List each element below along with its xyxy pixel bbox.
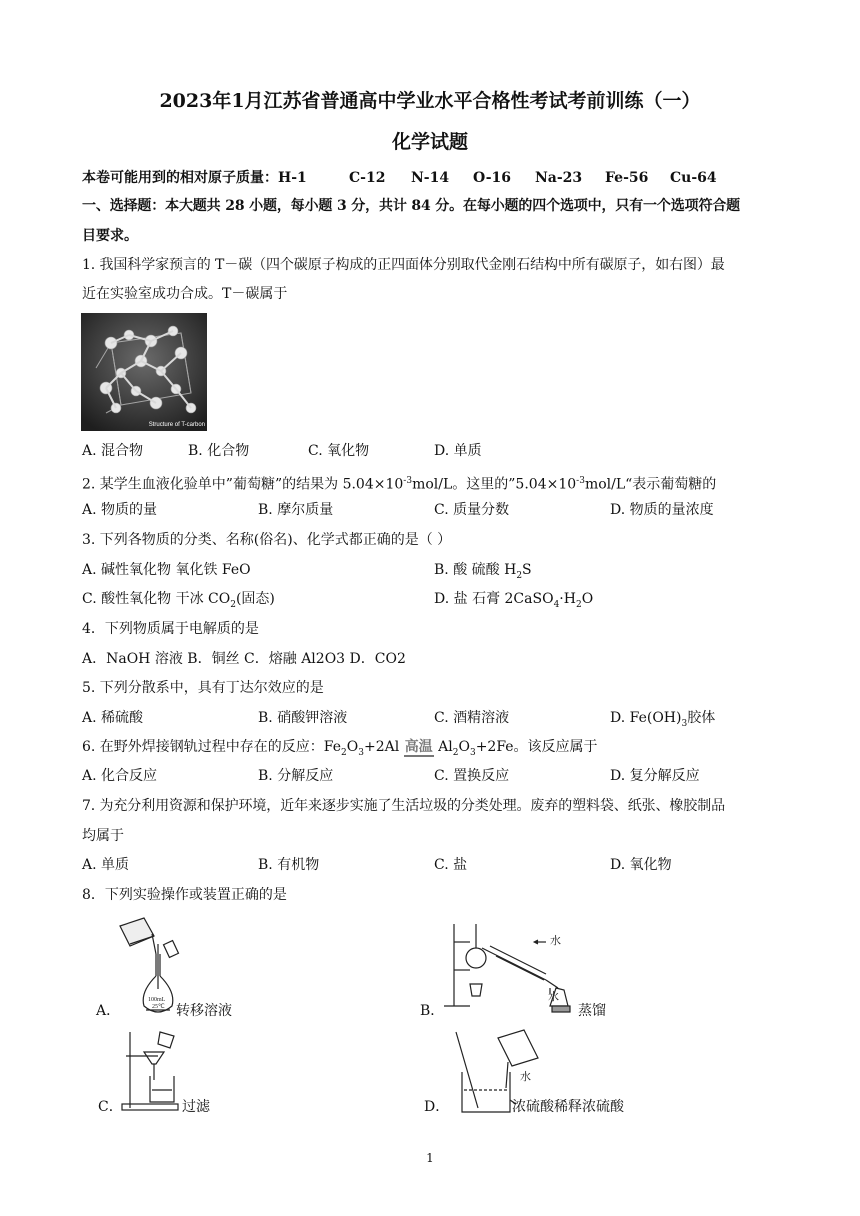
q6-p4: Al (438, 739, 453, 755)
q2-stem (82, 472, 716, 494)
q8-option-a-label: 转移溶液 (176, 1003, 232, 1019)
q3-option-a: A. 碱性氧化物 氧化铁 FeO (82, 562, 251, 578)
q3-stem: 3. 下列各物质的分类、名称(俗名)、化学式都正确的是（ ） (82, 532, 452, 548)
q2-option-d: D. 物质的量浓度 (610, 502, 714, 518)
flask-temperature-label: 25℃ (152, 1004, 165, 1010)
q5-d-sub: 3 (681, 718, 688, 729)
q2-stem-part1: 2. 某学生血液化验单中”葡萄糖”的结果为 5.04×10 (82, 476, 404, 493)
filtration-diagram (118, 1028, 188, 1114)
q6-p6: +2Fe。该反应属于 (475, 739, 598, 755)
section-heading-line2: 目要求。 (82, 228, 138, 244)
q6-p3: +2Al (364, 739, 400, 755)
q6-reaction-condition: 高温 (404, 739, 433, 755)
q6-option-a: A. 化合反应 (82, 768, 158, 784)
dilution-water-label: 水 (520, 1071, 531, 1083)
q5-d-pre: D. Fe(OH) (610, 710, 682, 726)
q3-d-mid: ·H (559, 591, 576, 607)
q5-option-d (610, 709, 715, 733)
q3-option-c (82, 590, 275, 614)
q3-d-sub1: 4 (553, 599, 560, 610)
atomic-mass-line (82, 169, 307, 187)
atomic-mass-cu: Cu-64 (670, 170, 717, 186)
page-number: 1 (426, 1151, 434, 1165)
q6-s2: 3 (358, 747, 364, 758)
q3-option-b (434, 561, 532, 585)
q6-s3: 2 (452, 747, 459, 758)
q1-option-d: D. 单质 (434, 443, 482, 459)
water-out-label: 水 (548, 991, 559, 1003)
q8-option-b-label: 蒸馏 (578, 1003, 606, 1019)
q8-option-c-label: 过滤 (182, 1099, 210, 1115)
q1-option-c: C. 氧化物 (308, 443, 370, 459)
page-title: 2023年1月江苏省普通高中学业水平合格性考试考前训练（一） (159, 90, 701, 112)
q3-c-post: (固态) (235, 591, 275, 607)
q1-stem-line1: 1. 我国科学家预言的 T－碳（四个碳原子构成的正四面体分别取代金刚石结构中所有碳原子，如右图）最 (82, 257, 725, 273)
q5-option-c: C. 酒精溶液 (434, 710, 510, 726)
q6-option-d: D. 复分解反应 (610, 768, 700, 784)
q6-p5: O (458, 739, 470, 755)
q8-option-d-letter: D． (424, 1099, 450, 1115)
t-carbon-caption: Structure of T-carbon (148, 422, 205, 428)
atomic-mass-fe: Fe-56 (605, 170, 649, 186)
q3-b-sub: 2 (516, 570, 523, 581)
q6-s1: 2 (341, 747, 347, 758)
q8-option-b-letter: B． (420, 1003, 445, 1019)
q3-d-pre: D. 盐 石膏 2CaSO (434, 591, 554, 607)
q4-options: A．NaOH 溶液 B．铜丝 C．熔融 Al2O3 D．CO2 (82, 651, 406, 667)
q8-option-d-label: 浓硫酸稀释浓硫酸 (512, 1099, 624, 1115)
q1-stem-line2: 近在实验室成功合成。T－碳属于 (82, 286, 288, 302)
q8-stem: 8．下列实验操作或装置正确的是 (82, 887, 287, 903)
q3-b-pre: B. 酸 硫酸 H (434, 562, 517, 578)
q7-stem-line2: 均属于 (82, 828, 124, 844)
q7-option-a: A. 单质 (82, 857, 130, 873)
q3-c-pre: C. 酸性氧化物 干冰 CO (82, 591, 231, 607)
q5-stem: 5. 下列分散系中，具有丁达尔效应的是 (82, 680, 324, 696)
atomic-mass-h: H-1 (278, 170, 307, 186)
q7-option-d: D. 氧化物 (610, 857, 672, 873)
atomic-mass-o: O-16 (473, 170, 512, 186)
q7-stem-line1: 7. 为充分利用资源和保护环境，近年来逐步实施了生活垃圾的分类处理。废弃的塑料袋、纸张、橡胶制品 (82, 798, 726, 814)
q1-option-a: A. 混合物 (82, 443, 144, 459)
q6-p2: O (346, 739, 359, 755)
water-in-label: 水 (550, 935, 561, 947)
atomic-mass-label: 本卷可能用到的相对原子质量： (82, 170, 278, 186)
section-heading-line1: 一、选择题：本大题共 28 小题，每小题 3 分，共计 84 分。在每小题的四个选项中，只有一个选项符合题 (82, 198, 740, 214)
q5-option-b: B. 硝酸钾溶液 (258, 710, 348, 726)
q2-exponent-2: -3 (576, 476, 585, 486)
q3-c-sub: 2 (230, 599, 236, 610)
q4-stem: 4．下列物质属于电解质的是 (82, 621, 259, 637)
q2-stem-part3: mol/L“表示葡萄糖的 (584, 476, 717, 493)
q8-option-c-letter: C． (98, 1099, 123, 1115)
q6-option-c: C. 置换反应 (434, 768, 510, 784)
atomic-mass-n: N-14 (411, 170, 450, 186)
q7-option-c: C. 盐 (434, 857, 468, 873)
t-carbon-structure-image (81, 313, 207, 431)
q3-option-d (434, 590, 593, 614)
flask-volume-label: 100mL (148, 997, 166, 1003)
q5-d-post: 胶体 (687, 710, 716, 726)
q2-option-c: C. 质量分数 (434, 502, 510, 518)
q1-option-b: B. 化合物 (188, 443, 250, 459)
q2-exponent-1: -3 (403, 476, 413, 486)
q2-option-a: A. 物质的量 (82, 502, 158, 518)
q7-option-b: B. 有机物 (258, 857, 320, 873)
q6-option-b: B. 分解反应 (258, 768, 334, 784)
distillation-diagram (440, 918, 580, 1018)
page-subtitle: 化学试题 (391, 131, 468, 153)
q6-s4: 3 (469, 747, 476, 758)
atomic-mass-c: C-12 (349, 170, 386, 186)
q8-option-a-letter: A． (96, 1003, 121, 1019)
q2-option-b: B. 摩尔质量 (258, 502, 334, 518)
q3-d-post: O (581, 591, 594, 607)
q6-stem (82, 738, 598, 762)
q2-stem-part2: mol/L。这里的”5.04×10 (412, 476, 577, 493)
q5-option-a: A. 稀硫酸 (82, 710, 144, 726)
q3-d-sub2: 2 (575, 599, 582, 610)
atomic-mass-na: Na-23 (535, 170, 583, 186)
t-carbon-structure-svg (81, 313, 207, 431)
q3-b-post: S (522, 562, 532, 578)
q6-p1: 6. 在野外焊接钢轨过程中存在的反应：Fe (82, 739, 342, 755)
